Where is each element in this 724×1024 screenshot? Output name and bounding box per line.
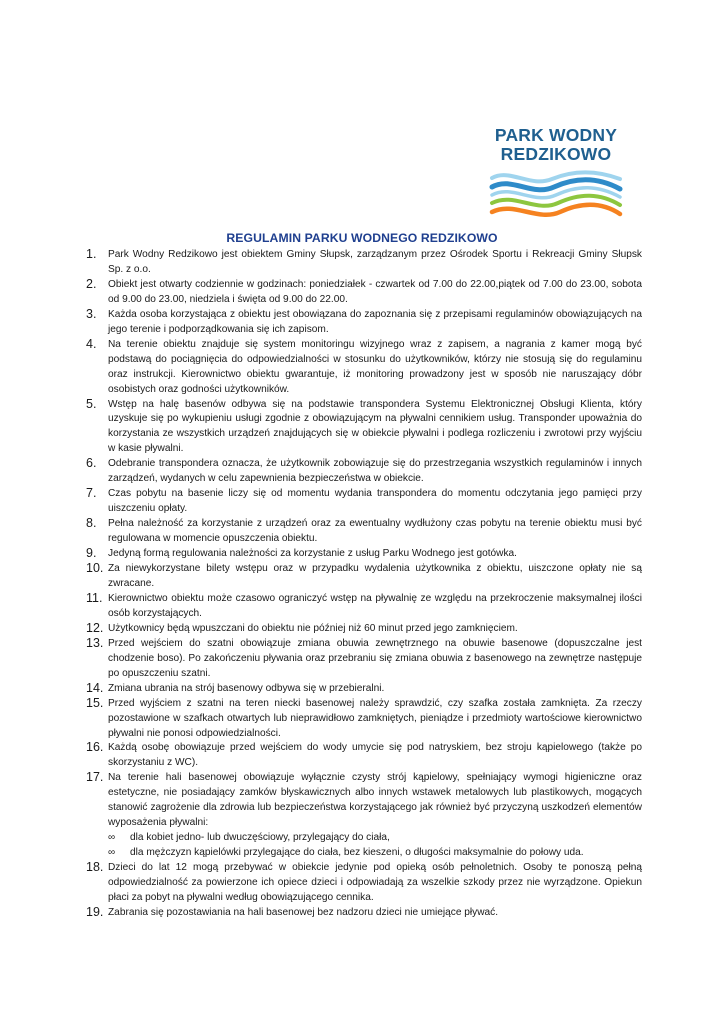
rule-number: 2.	[86, 276, 97, 291]
waves-icon	[488, 170, 624, 222]
rule-item	[86, 771, 642, 861]
rule-text: Przed wejściem do szatni obowiązuje zmiana obuwia zewnętrznego na obuwie basenowe (dopuszczalne jest chodzenie boso). Po zakończeniu pływania oraz przebraniu się zmiana obuwia z basenowego na zewnętrze następuje po opuszczeniu szatni.	[108, 637, 642, 679]
rule-item	[86, 308, 642, 338]
rule-item	[86, 682, 642, 697]
rule-number: 7.	[86, 486, 97, 501]
rule-item	[86, 622, 642, 637]
bullet-item	[108, 846, 642, 861]
rule-number: 18.	[86, 860, 104, 875]
rule-text: Za niewykorzystane bilety wstępu oraz w przypadku wydalenia użytkownika z obiektu, uiszczone opłaty nie są zwracane.	[108, 563, 642, 589]
rule-item	[86, 592, 642, 622]
rule-text: Kierownictwo obiektu może czasowo ograniczyć wstęp na pływalnię ze względu na przekroczenie maksymalnej ilości osób korzystających.	[108, 592, 642, 619]
bullet-text: dla kobiet jedno- lub dwuczęściowy, przylegający do ciała,	[130, 832, 390, 844]
rule-number: 8.	[86, 516, 97, 531]
rule-text: Przed wyjściem z szatni na teren niecki basenowej należy sprawdzić, czy szafka została zamknięta. Za rzeczy pozostawione w szafkach otwartych lub nieprawidłowo zamkniętych, pieniądze i przedmioty wartościowe kierownictwo pływalni nie ponosi odpowiedzialności.	[108, 697, 642, 739]
rule-item	[86, 637, 642, 682]
rules-list	[86, 248, 642, 921]
rule-item	[86, 457, 642, 487]
rule-item	[86, 517, 642, 547]
document-title: REGULAMIN PARKU WODNEGO REDZIKOWO	[226, 231, 498, 245]
rule-item	[86, 741, 642, 771]
rule-number: 10.	[86, 561, 104, 576]
rule-number: 12.	[86, 620, 104, 635]
wave-orange	[492, 205, 620, 215]
park-wodny-logo	[488, 126, 624, 226]
rule-number: 13.	[86, 635, 104, 650]
infinity-bullet-icon: ∞	[108, 832, 116, 844]
rule-item	[86, 697, 642, 742]
rule-text: Park Wodny Redzikowo jest obiektem Gminy Słupsk, zarządzanym przez Ośrodek Sportu i Rekreacji Gminy Słupsk Sp. z o.o.	[108, 249, 642, 275]
swimwear-bullet-list	[108, 831, 642, 861]
rule-number: 4.	[86, 336, 97, 351]
rule-item	[86, 338, 642, 398]
rule-item	[86, 278, 642, 308]
rule-text: Pełna należność za korzystanie z urządzeń oraz za ewentualny wydłużony czas pobytu na terenie obiektu musi być regulowana w momencie opuszczenia obiektu.	[108, 518, 642, 545]
rule-number: 1.	[86, 247, 97, 261]
rule-item	[86, 861, 642, 906]
rule-text: Na terenie obiektu znajduje się system monitoringu wizyjnego wraz z zapisem, a nagrania z kamer mogą być podstawą do pociągnięcia do odpowiedzialności w stosunku do użytkowników, którzy nie stosują się do regulaminu oraz instrukcji. Kierownictwo obiektu gwarantuje, iż monitoring prowadzony jest w sposób nie naruszający dóbr osobistych oraz godności użytkowników.	[108, 338, 642, 395]
rule-text: Obiekt jest otwarty codziennie w godzinach: poniedziałek - czwartek od 7.00 do 22.00,piątek od 7.00 do 23.00, sobota od 9.00 do 23.00, niedziela i święta od 9.00 do 22.00.	[108, 278, 642, 305]
rule-text: Na terenie hali basenowej obowiązuje wyłącznie czysty strój kąpielowy, spełniający wymogi higieniczne oraz estetyczne, nie posiadający zamków błyskawicznych albo innych wstawek metalowych lub plastikowych, mogących stanowić zagrożenie dla zdrowia lub bezpieczeństwa korzystającego jak również być przyczyną uszkodzeń elementów wyposażenia pływalni:	[108, 772, 642, 829]
rule-text: Odebranie transpondera oznacza, że użytkownik zobowiązuje się do przestrzegania wszystkich regulaminów i innych zarządzeń, wydanych w celu zapewnienia bezpieczeństwa w obiekcie.	[108, 458, 642, 485]
rule-number: 17.	[86, 770, 104, 785]
rule-item	[86, 547, 642, 562]
logo-text-line2: REDZIKOWO	[500, 144, 612, 164]
rule-text: Każdą osobę obowiązuje przed wejściem do wody umycie się pod natryskiem, bez stroju kąpielowego (także po skorzystaniu z WC).	[108, 742, 642, 769]
rule-number: 5.	[86, 396, 97, 411]
rule-item	[86, 487, 642, 517]
rule-item	[86, 398, 642, 458]
rule-text: Wstęp na halę basenów odbywa się na podstawie transpondera Systemu Elektronicznej Obsługi Klienta, który uzyskuje się po wykupieniu usługi zgodnie z obowiązującym na pływalni cennikiem usług. Transponder upoważnia do korzystania ze wszystkich urządzeń znajdujących się w obiekcie pływalni i podlega rozliczeniu i zwrotowi przy wyjściu w kasie pływalni.	[108, 398, 642, 455]
rule-text: Zmiana ubrania na strój basenowy odbywa się w przebieralni.	[108, 682, 385, 694]
rule-item	[86, 906, 642, 921]
rule-text: Każda osoba korzystająca z obiektu jest obowiązana do zapoznania się z przepisami regulaminów obowiązujących na jego terenie i podporządkowania się ich zapisom.	[108, 308, 642, 335]
rule-text: Dzieci do lat 12 mogą przebywać w obiekcie jedynie pod opieką osób pełnoletnich. Osoby te ponoszą pełną odpowiedzialność za powierzone ich opiece dzieci i odpowiadają za wszelkie szkody przez nie wyrządzone. Opiekun płaci za pobyt na pływalni według obowiązującego cennika.	[108, 862, 642, 903]
rule-number: 9.	[86, 546, 97, 561]
bullet-item	[108, 831, 642, 846]
rule-number: 3.	[86, 306, 97, 321]
rule-number: 11.	[86, 590, 103, 605]
rule-number: 14.	[86, 680, 104, 695]
rule-number: 19.	[86, 904, 104, 919]
rule-text: Czas pobytu na basenie liczy się od momentu wydania transpondera do momentu odczytania jego pamięci przy uiszczeniu opłaty.	[108, 488, 642, 515]
rule-item	[86, 562, 642, 592]
infinity-bullet-icon: ∞	[108, 847, 116, 859]
rule-number: 15.	[86, 695, 104, 710]
rule-item	[86, 248, 642, 278]
rule-number: 16.	[86, 740, 104, 755]
rule-number: 6.	[86, 456, 97, 471]
rule-text: Zabrania się pozostawiania na hali basenowej bez nadzoru dzieci nie umiejące pływać.	[108, 906, 499, 918]
rule-text: Użytkownicy będą wpuszczani do obiektu nie później niż 60 minut przed jego zamknięciem.	[108, 622, 518, 634]
bullet-text: dla mężczyzn kąpielówki przylegające do ciała, bez kieszeni, o długości maksymalnie do połowy uda.	[130, 847, 584, 859]
logo-text-line1: PARK WODNY	[494, 125, 618, 145]
rule-text: Jedyną formą regulowania należności za korzystanie z usług Parku Wodnego jest gotówka.	[108, 548, 517, 560]
